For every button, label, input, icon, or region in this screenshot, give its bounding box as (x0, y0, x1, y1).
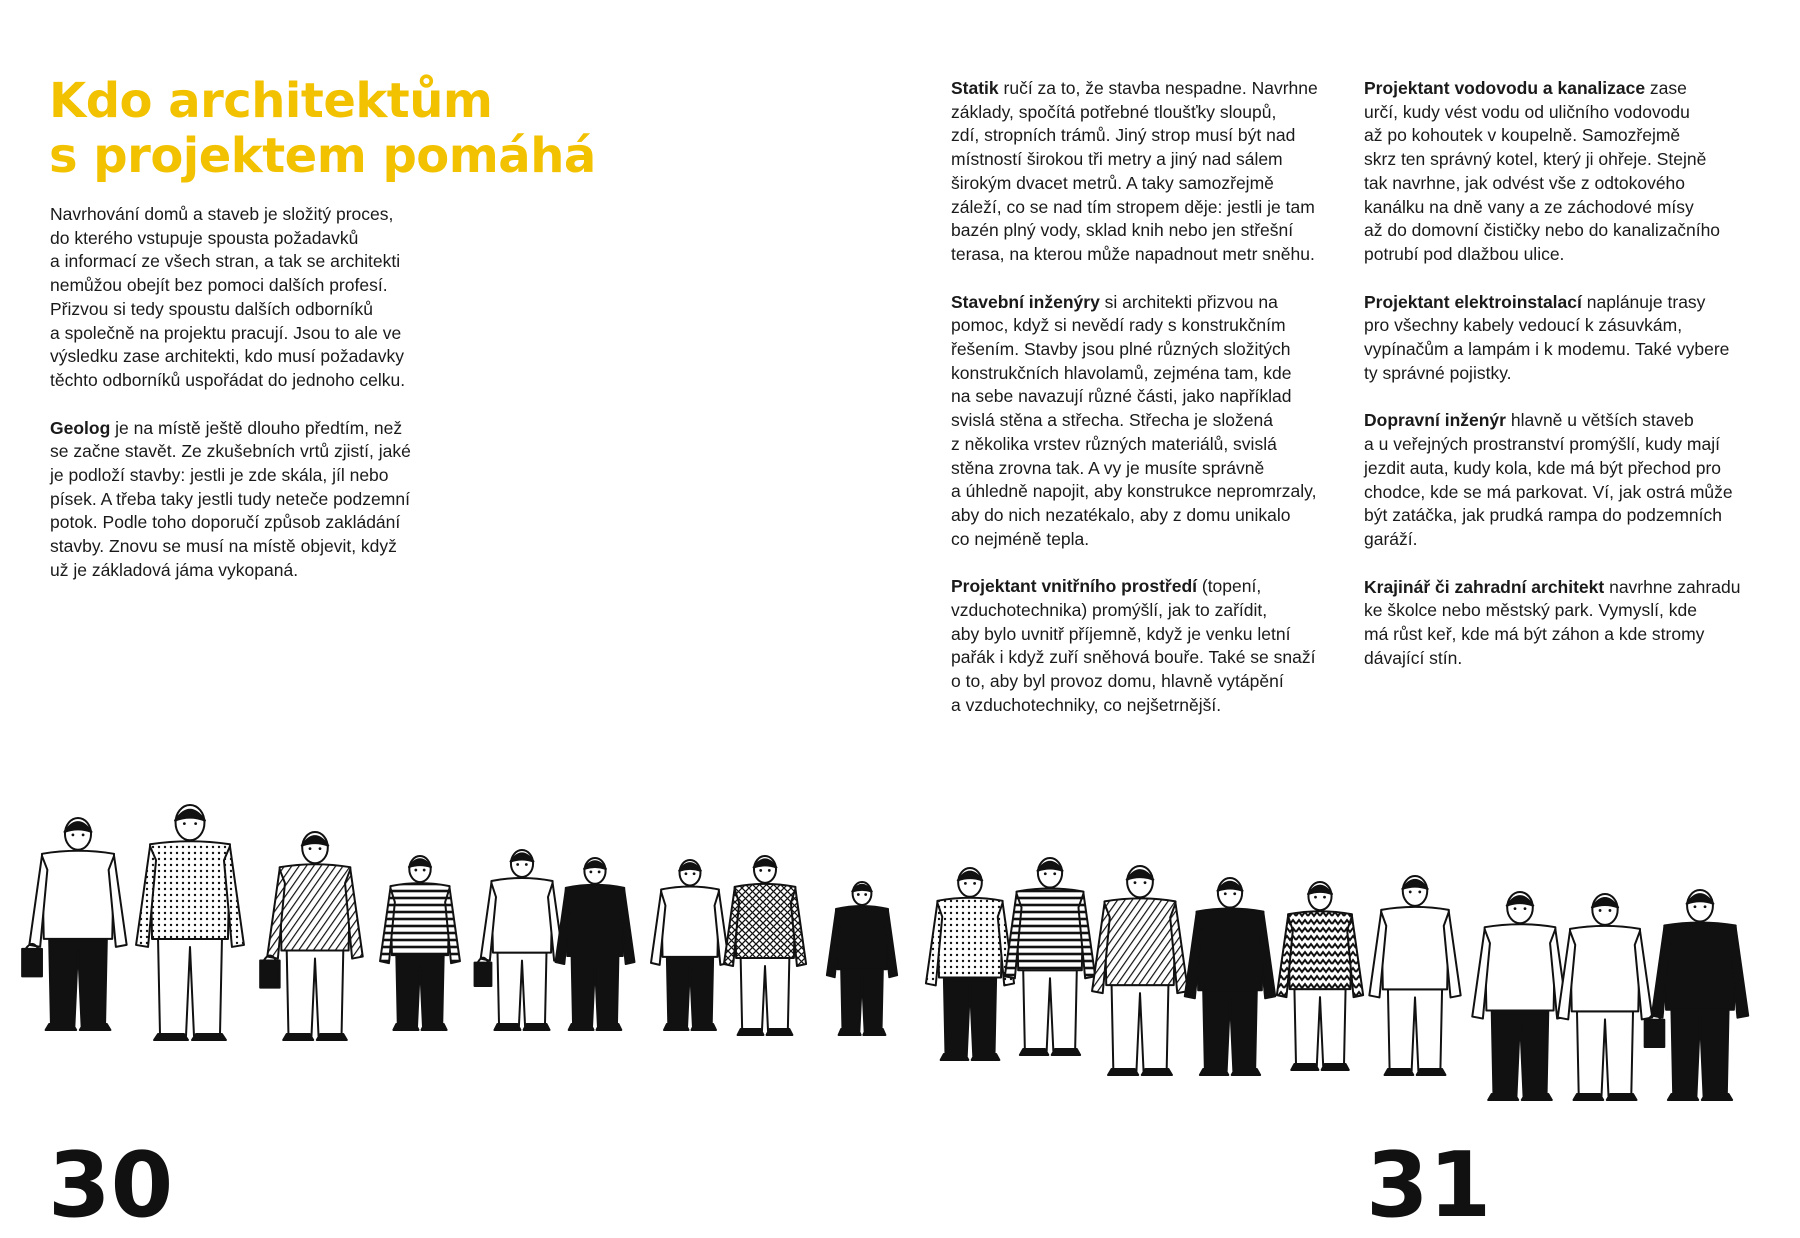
text-line (1364, 219, 1774, 243)
text-fragment: z několika vrstev různých materiálů, svislá (951, 433, 1277, 454)
text-fragment: těchto odborníků uspořádat do jednoho celku. (50, 369, 406, 390)
text-line (951, 528, 1351, 552)
text-line (1364, 196, 1774, 220)
text-line (1364, 148, 1774, 172)
text-fragment: se začne stavět. Ze zkušebních vrtů zjistí, jaké (50, 441, 411, 462)
text-fragment: řešením. Stavby jsou plné různých složitých (951, 339, 1291, 360)
text-fragment: a úhledně napojit, aby konstrukce nepromrzaly, (951, 481, 1317, 502)
text-line (951, 694, 1351, 718)
text-fragment: kanálku na dně vany a ze záchodové mísy (1364, 196, 1694, 217)
person-figure (827, 882, 897, 1035)
text-fragment: být zatáčka, jak prudká rampa do podzemních (1364, 505, 1722, 526)
text-fragment: o to, aby byl provoz domu, hlavně vytápění (951, 671, 1284, 692)
page-number-right: 31 (1366, 1133, 1492, 1238)
person-figure (1645, 890, 1749, 1100)
person-figure (926, 868, 1014, 1060)
person-figure (1558, 894, 1653, 1100)
paragraph (1364, 576, 1774, 671)
text-line (1364, 338, 1774, 362)
text-line (1364, 362, 1774, 386)
text-line (1364, 77, 1774, 101)
text-fragment: pomoc, když si nevědí rady s konstrukčním (951, 315, 1286, 336)
text-fragment: širokým dvacet metrů. A taky samozřejmě (951, 172, 1274, 193)
people-illustration (0, 790, 1800, 1120)
person-figure (1185, 878, 1275, 1075)
text-line (50, 227, 450, 251)
text-line (50, 559, 450, 583)
text-line (50, 417, 450, 441)
column-middle (951, 77, 1351, 742)
text-line (1364, 172, 1774, 196)
text-line (1364, 599, 1774, 623)
paragraph (951, 77, 1351, 267)
text-line (951, 646, 1351, 670)
text-fragment: až po kohoutek v koupelně. Samozřejmě (1364, 125, 1681, 146)
profession-name: Geolog (50, 417, 111, 438)
text-line (50, 488, 450, 512)
text-fragment: stěna zrovna tak. A vy je musíte správně (951, 457, 1265, 478)
text-line (951, 219, 1351, 243)
text-fragment: pro všechny kabely vedoucí k zásuvkám, (1364, 315, 1683, 336)
text-line (951, 338, 1351, 362)
text-line (1364, 433, 1774, 457)
text-fragment: je na místě ještě dlouho předtím, než (110, 417, 403, 438)
text-fragment: a u veřejných prostranství promýšlí, kudy mají (1364, 434, 1720, 455)
paragraph (50, 203, 450, 393)
person-figure (651, 860, 729, 1030)
text-line (951, 575, 1351, 599)
text-line (1364, 409, 1774, 433)
text-fragment: už je základová jáma vykopaná. (50, 559, 299, 580)
text-fragment: potrubí pod dlažbou ulice. (1364, 243, 1565, 264)
text-fragment: vypínačům a lampám i k modemu. Také vybere (1364, 339, 1730, 360)
person-figure (724, 856, 806, 1035)
person-figure (380, 856, 460, 1030)
text-fragment: na sebe navazují různé části, jako například (951, 386, 1292, 407)
profession-name: Projektant vnitřního prostředí (951, 576, 1197, 597)
profession-name: Dopravní inženýr (1364, 410, 1506, 431)
profession-name: Projektant elektroinstalací (1364, 291, 1582, 312)
text-line (951, 148, 1351, 172)
text-line (951, 504, 1351, 528)
paragraph (1364, 77, 1774, 267)
text-fragment: ty správné pojistky. (1364, 362, 1512, 383)
text-line (50, 250, 450, 274)
text-fragment: a společně na projektu pracují. Jsou to ale ve (50, 322, 402, 343)
text-line (951, 362, 1351, 386)
text-fragment: svislá stěna a střecha. Střecha je složená (951, 410, 1273, 431)
text-fragment: konstrukčních hlavolamů, zejména tam, kde (951, 362, 1292, 383)
text-fragment: skrz ten správný kotel, který ji ohřeje. Stejně (1364, 149, 1707, 170)
text-line (1364, 124, 1774, 148)
text-line (1364, 576, 1774, 600)
paragraph (50, 417, 450, 583)
text-line (1364, 101, 1774, 125)
text-line (951, 77, 1351, 101)
text-line (1364, 623, 1774, 647)
person-figure (1005, 858, 1095, 1055)
text-line (951, 409, 1351, 433)
profession-name: Krajinář či zahradní architekt (1364, 576, 1605, 597)
text-line (1364, 528, 1774, 552)
paragraph (951, 291, 1351, 552)
title-line-2: s projektem pomáhá (49, 128, 596, 184)
text-fragment: stavby. Znovu se musí na místě objevit, když (50, 536, 397, 557)
text-line (1364, 481, 1774, 505)
page-title (49, 74, 596, 184)
text-line (50, 464, 450, 488)
text-line (50, 440, 450, 464)
text-fragment: garáží. (1364, 528, 1418, 549)
text-line (951, 172, 1351, 196)
person-figure (136, 805, 244, 1040)
text-line (951, 291, 1351, 315)
text-fragment: ke školce nebo městský park. Vymyslí, kde (1364, 600, 1697, 621)
text-line (951, 433, 1351, 457)
text-line (951, 124, 1351, 148)
text-fragment: vzduchotechnika) promýšlí, jak to zařídit, (951, 600, 1268, 621)
text-fragment: potok. Podle toho doporučí způsob zakládání (50, 512, 401, 533)
paragraph (1364, 291, 1774, 386)
text-line (1364, 647, 1774, 671)
text-fragment: až do domovní čističky nebo do kanalizačního (1364, 220, 1721, 241)
person-figure (1277, 882, 1363, 1070)
text-fragment: naplánuje trasy (1581, 291, 1706, 312)
text-fragment: do kterého vstupuje spousta požadavků (50, 227, 359, 248)
person-figure (1369, 876, 1460, 1075)
text-line (951, 623, 1351, 647)
text-fragment: tak navrhne, jak odvést vše z odtokového (1364, 172, 1686, 193)
text-line (50, 274, 450, 298)
text-fragment: základy, spočítá potřebné tloušťky sloupů, (951, 101, 1277, 122)
text-fragment: jezdit auta, kudy kola, kde má být přechod pro (1364, 457, 1722, 478)
text-line (1364, 314, 1774, 338)
text-fragment: navrhne zahradu (1604, 576, 1741, 597)
text-line (50, 322, 450, 346)
text-fragment: dávající stín. (1364, 647, 1463, 668)
text-line (1364, 504, 1774, 528)
text-fragment: ručí za to, že stavba nespadne. Navrhne (998, 78, 1318, 98)
page-number-left: 30 (48, 1133, 174, 1238)
text-line (1364, 291, 1774, 315)
text-line (951, 457, 1351, 481)
profession-name: Projektant vodovodu a kanalizace (1364, 78, 1646, 98)
text-line (951, 243, 1351, 267)
text-line (50, 298, 450, 322)
person-figure (22, 818, 127, 1030)
text-fragment: aby do nich nezatékalo, aby z domu unikalo (951, 504, 1291, 525)
column-left (50, 203, 450, 607)
text-line (951, 196, 1351, 220)
text-fragment: chodce, kde se má parkovat. Ví, jak ostrá může (1364, 481, 1733, 502)
text-line (50, 345, 450, 369)
text-fragment: a vzduchotechniky, co nejšetrnější. (951, 694, 1222, 715)
column-right (1364, 77, 1774, 694)
text-fragment: písek. A třeba taky jestli tudy neteče podzemní (50, 488, 410, 509)
text-line (951, 314, 1351, 338)
text-fragment: záleží, co se nad tím stropem děje: jestli je tam (951, 196, 1315, 217)
text-fragment: bazén plný vody, sklad knih nebo jen střešní (951, 220, 1294, 241)
text-fragment: (topení, (1197, 576, 1262, 597)
text-fragment: aby bylo uvnitř příjemně, když je venku letní (951, 623, 1291, 644)
text-line (951, 670, 1351, 694)
text-fragment: pařák i když zuří sněhová bouře. Také se snaží (951, 647, 1316, 668)
profession-name: Statik (951, 78, 999, 98)
person-figure (1472, 892, 1567, 1100)
text-fragment: terasa, na kterou může napadnout metr sněhu. (951, 243, 1315, 264)
text-line (1364, 243, 1774, 267)
text-fragment: si architekti přizvou na (1099, 291, 1278, 312)
text-fragment: hlavně u větších staveb (1505, 410, 1694, 431)
text-fragment: má růst keř, kde má být záhon a kde stromy (1364, 624, 1705, 645)
title-line-1: Kdo architektům (49, 73, 493, 129)
text-fragment: zdí, stropních trámů. Jiný strop musí být nad (951, 125, 1296, 146)
text-line (951, 385, 1351, 409)
text-line (50, 511, 450, 535)
text-fragment: a informací ze všech stran, a tak se architekti (50, 251, 401, 272)
text-fragment: výsledku zase architekti, kdo musí požadavky (50, 346, 405, 367)
text-fragment: Navrhování domů a staveb je složitý proces, (50, 204, 394, 224)
person-figure (1092, 866, 1188, 1075)
text-line (50, 203, 450, 227)
text-fragment: zase (1645, 78, 1687, 98)
text-fragment: nemůžou obejít bez pomoci dalších profesí. (50, 275, 388, 296)
text-fragment: určí, kudy vést vodu od uličního vodovodu (1364, 101, 1690, 122)
text-line (951, 599, 1351, 623)
person-figure (556, 858, 635, 1030)
text-line (951, 480, 1351, 504)
text-line (50, 535, 450, 559)
paragraph (1364, 409, 1774, 551)
text-line (1364, 457, 1774, 481)
text-fragment: Přizvou si tedy spoustu dalších odborníků (50, 298, 373, 319)
text-line (951, 101, 1351, 125)
paragraph (951, 575, 1351, 717)
profession-name: Stavební inženýry (951, 291, 1100, 312)
person-figure (475, 850, 564, 1030)
person-figure (260, 832, 363, 1040)
text-fragment: co nejméně tepla. (951, 528, 1090, 549)
text-fragment: je podloží stavby: jestli je zde skála, jíl nebo (50, 465, 389, 486)
text-line (50, 369, 450, 393)
text-fragment: místností širokou tři metry a jiný nad sálem (951, 149, 1283, 170)
